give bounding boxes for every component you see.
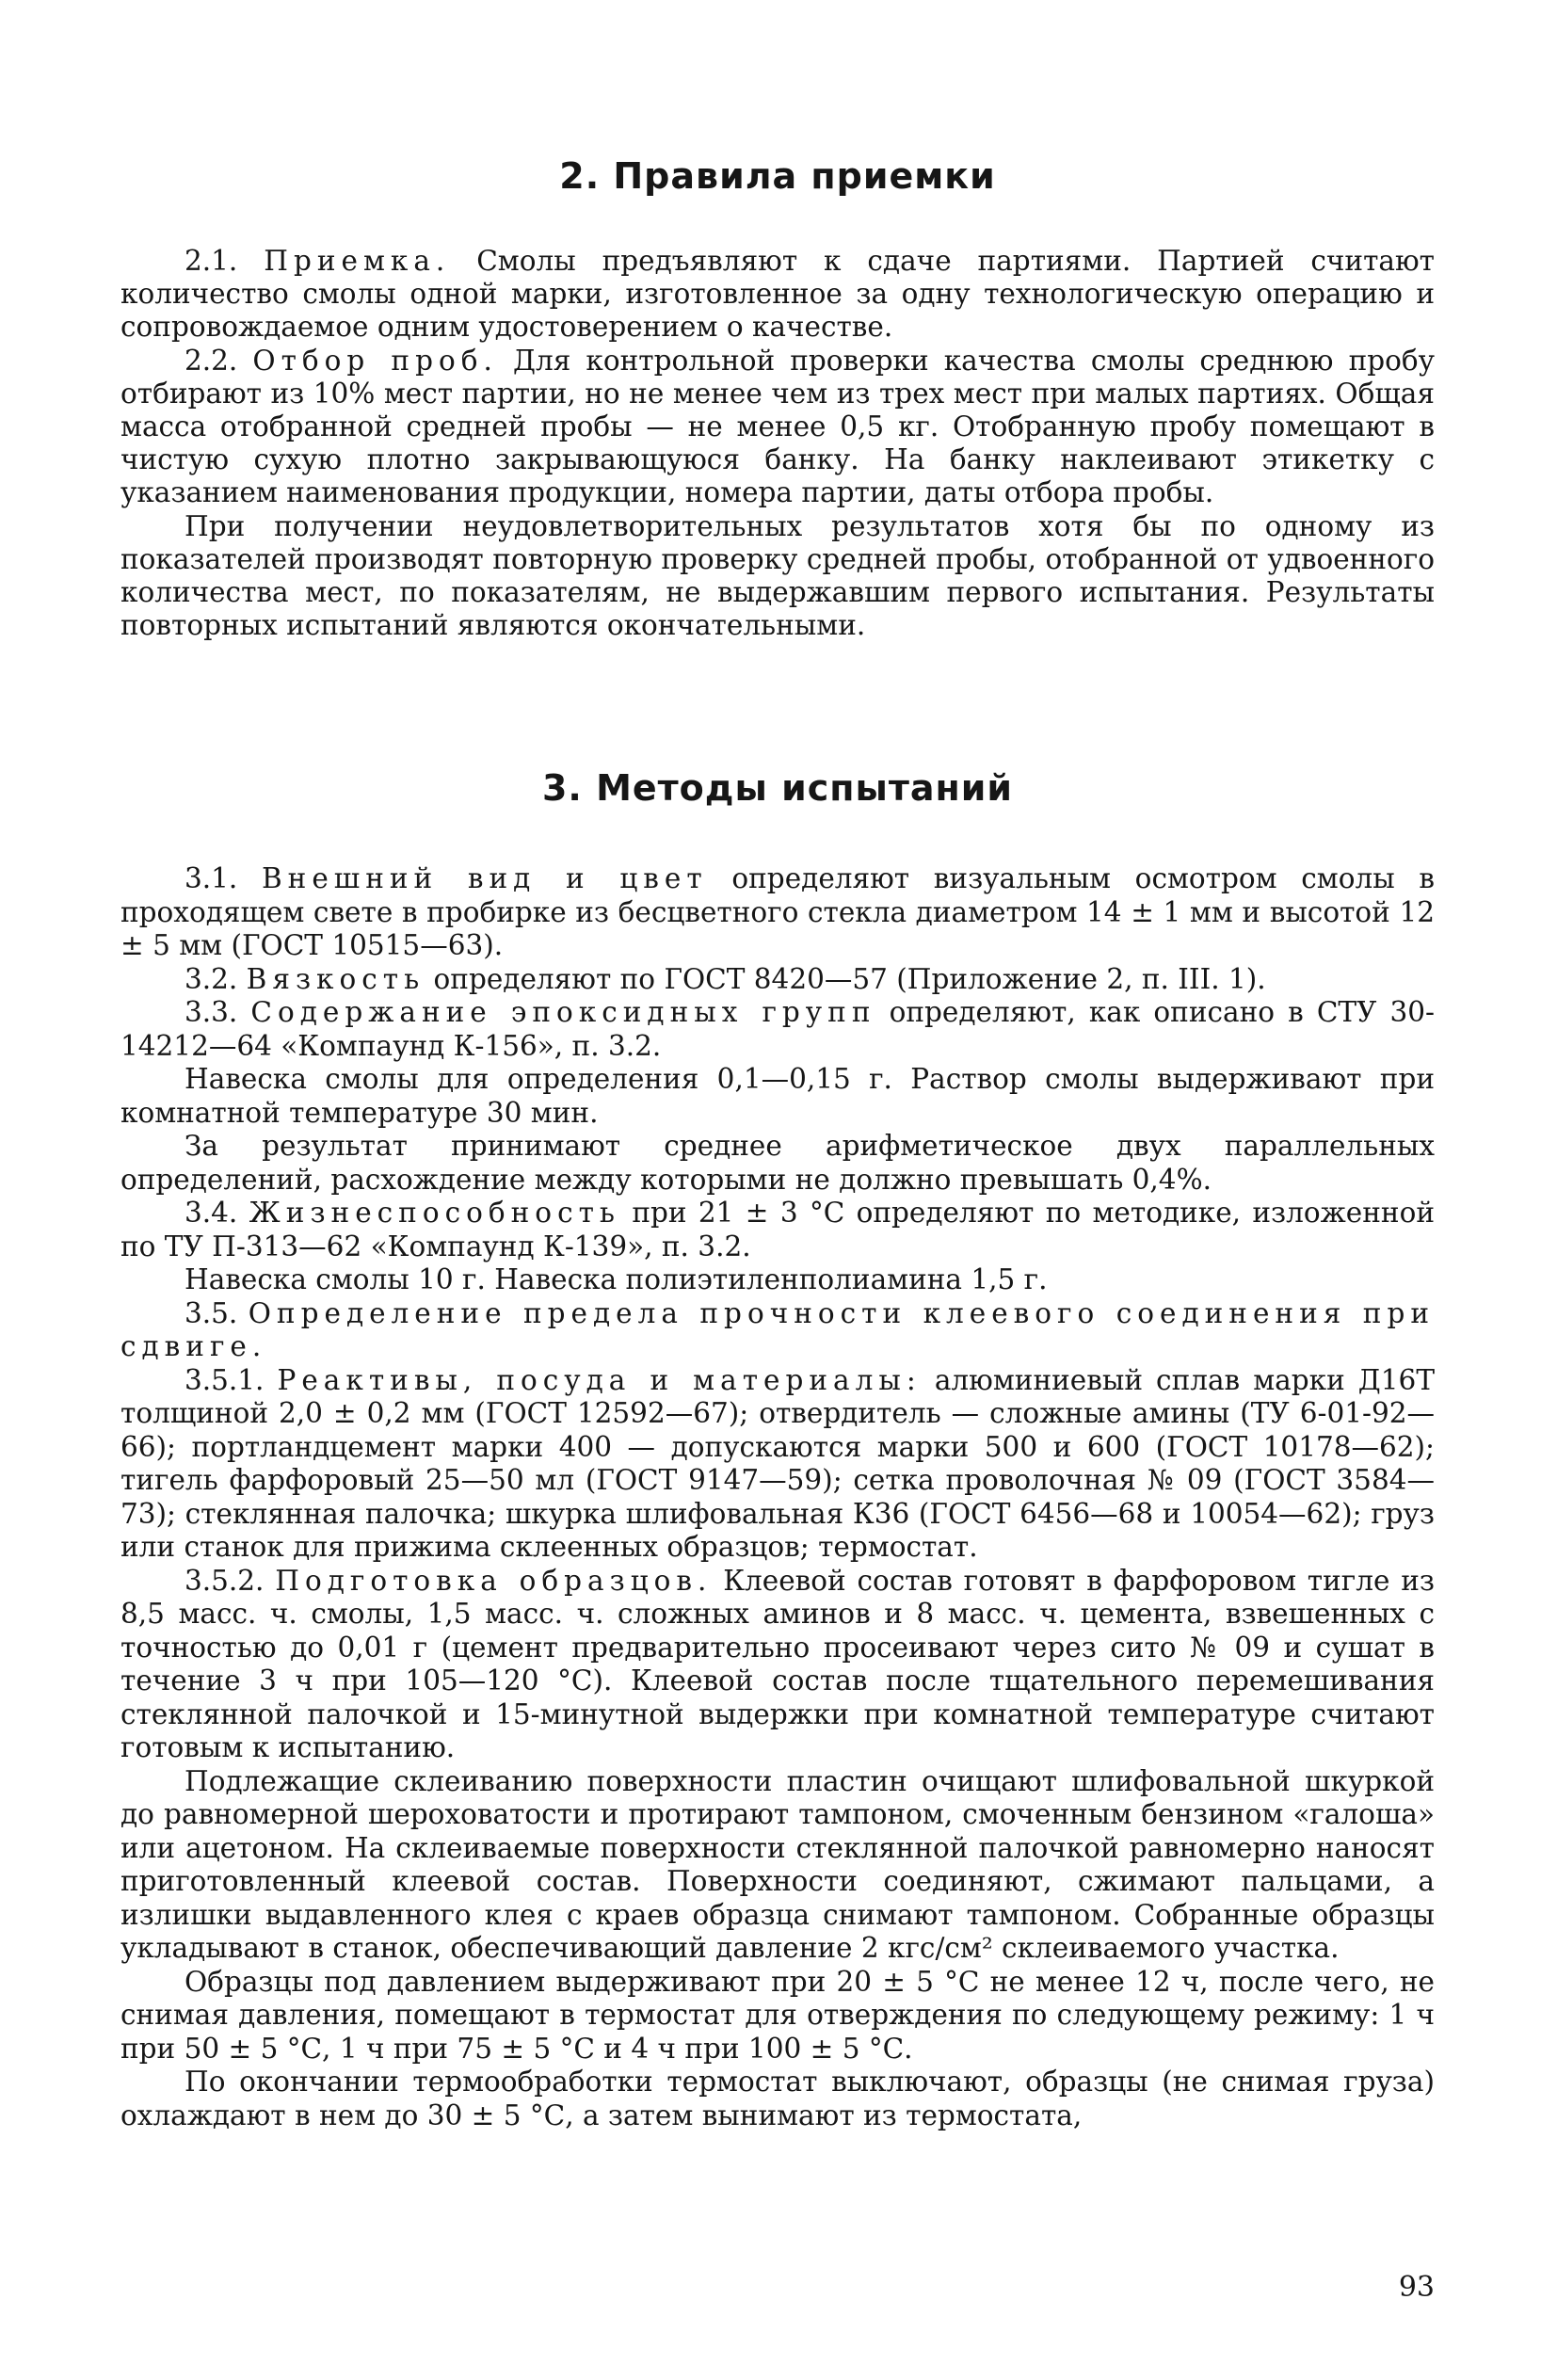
paragraph-3-5 xyxy=(120,1297,1435,1364)
clause-text: Для контрольной проверки качества смолы среднюю пробу отбирают из 10% мест партии, но не менее чем из трех мест при малых партиях. Общая масса отобранной средней пробы — не менее 0,5 кг. Отобранную пробу помещают в чистую сухую плотно закрывающуюся банку. На банку наклеивают этикетку с указанием наименования продукции, номера партии, даты отбора пробы. xyxy=(120,344,1435,509)
clause-term: Отбор проб. xyxy=(252,344,498,377)
paragraph-3-5-1 xyxy=(120,1364,1435,1565)
clause-term: Содержание эпоксидных групп xyxy=(250,996,876,1028)
paragraph-3-1 xyxy=(120,862,1435,963)
clause-text: определяют по ГОСТ 8420—57 (Приложение 2, п. III. 1). xyxy=(425,962,1266,995)
paragraph-2-2-retest: При получении неудовлетворительных результатов хотя бы по одному из показателей производят повторную проверку средней пробы, отобранной от удвоенного количества мест, по показателям, не выдержавшим первого испытания. Результаты повторных испытаний являются окончательными. xyxy=(120,509,1435,642)
clause-text: Клеевой состав готовят в фарфоровом тигле из 8,5 масс. ч. смолы, 1,5 масс. ч. сложных аминов и 8 масс. ч. цемента, взвешенных с точностью до 0,01 г (цемент предварительно просеивают через сито № 09 и сушат в течение 3 ч при 105—120 °С). Клеевой состав после тщательного перемешивания стеклянной палочкой и 15-минутной выдержки при комнатной температуре считают готовым к испытанию. xyxy=(120,1564,1435,1763)
paragraph-3-5-2-cooling: По окончании термообработки термостат выключают, образцы (не снимая груза) охлаждают в нем до 30 ± 5 °С, а затем вынимают из термостата, xyxy=(120,2066,1435,2131)
paragraph-3-2 xyxy=(120,963,1435,997)
section-3-body xyxy=(120,862,1435,2132)
clause-text: определяют, как описано в СТУ 30-14212—64 «Компаунд К-156», п. 3.2. xyxy=(120,996,1436,1062)
paragraph-2-1 xyxy=(120,245,1435,345)
section-acceptance-rules xyxy=(120,143,1435,642)
clause-term: Подготовка образцов. xyxy=(275,1564,713,1597)
paragraph-3-3-sample: Навеска смолы для определения 0,1—0,15 г. Раствор смолы выдерживают при комнатной температуре 30 мин. xyxy=(120,1063,1435,1129)
paragraph-3-3-result: За результат принимают среднее арифметическое двух параллельных определений, расхождение между которыми не должно превышать 0,4%. xyxy=(120,1130,1435,1196)
clause-term: Внешний вид и цвет xyxy=(261,862,708,894)
section-2-heading: 2. Правила приемки xyxy=(559,155,996,197)
paragraph-3-5-2 xyxy=(120,1565,1435,1765)
paragraph-3-4 xyxy=(120,1197,1435,1263)
section-3-heading: 3. Методы испытаний xyxy=(541,767,1014,809)
paragraph-3-5-2-surfaces: Подлежащие склеиванию поверхности пластин очищают шлифовальной шкуркой до равномерной шероховатости и протирают тампоном, смоченным бензином «галоша» или ацетоном. На склеиваемые поверхности стеклянной палочкой равномерно наносят приготовленный клеевой состав. Поверхности соединяют, сжимают пальцами, а излишки выдавленного клея с краев образца снимают тампоном. Собранные образцы укладывают в станок, обеспечивающий давление 2 кгс/см² склеиваемого участка. xyxy=(120,1764,1435,1964)
clause-text: при 21 ± 3 °С определяют по методике, изложенной по ТУ П-313—62 «Компаунд К-139», п. 3.2. xyxy=(120,1197,1435,1262)
clause-term: Жизнеспособность xyxy=(249,1197,620,1229)
section-test-methods xyxy=(120,755,1435,2132)
clause-number: 2.2. xyxy=(185,344,253,377)
clause-text: определяют визуальным осмотром смолы в проходящем свете в пробирке из бесцветного стекла диаметром 14 ± 1 мм и высотой 12 ± 5 мм (ГОСТ 10515—63). xyxy=(120,862,1436,961)
clause-term: Приемка. xyxy=(264,245,451,277)
clause-number: 3.1. xyxy=(185,862,262,894)
clause-number: 3.5.2. xyxy=(185,1564,276,1597)
clause-number: 3.3. xyxy=(185,996,251,1028)
page-number: 93 xyxy=(1398,2271,1435,2304)
clause-number: 3.5. xyxy=(185,1296,249,1329)
paragraph-3-4-sample: Навеска смолы 10 г. Навеска полиэтиленполиамина 1,5 г. xyxy=(185,1263,1048,1295)
clause-number: 3.2. xyxy=(185,962,247,995)
clause-number: 3.4. xyxy=(185,1197,249,1229)
clause-text: Смолы предъявляют к сдаче партиями. Партией считают количество смолы одной марки, изготовленное за одну технологическую операцию и сопровождаемое одним удостоверением о качестве. xyxy=(120,245,1435,344)
clause-text: алюминиевый сплав марки Д16Т толщиной 2,0 ± 0,2 мм (ГОСТ 12592—67); отвердитель — сложные амины (ТУ 6-01-92—66); портландцемент марки 400 — допускаются марки 500 и 600 (ГОСТ 10178—62); тигель фарфоровый 25—50 мл (ГОСТ 9147—59); сетка проволочная № 09 (ГОСТ 3584—73); стеклянная палочка; шкурка шлифовальная К36 (ГОСТ 6456—68 и 10054—62); груз или станок для прижима склеенных образцов; термостат. xyxy=(120,1363,1435,1563)
paragraph-2-2 xyxy=(120,345,1435,510)
clause-term: Определение предела прочности клеевого соединения при сдвиге. xyxy=(120,1296,1435,1362)
paragraph-3-3 xyxy=(120,996,1435,1063)
document-page xyxy=(120,0,1435,2380)
clause-term: Реактивы, посуда и материалы: xyxy=(277,1363,922,1396)
section-2-body xyxy=(120,245,1435,642)
clause-term: Вязкость xyxy=(246,962,425,995)
paragraph-3-5-2-curing: Образцы под давлением выдерживают при 20 ± 5 °С не менее 12 ч, после чего, не снимая давления, помещают в термостат для отверждения по следующему режиму: 1 ч при 50 ± 5 °С, 1 ч при 75 ± 5 °С и 4 ч при 100 ± 5 °С. xyxy=(120,1965,1435,2065)
clause-number: 3.5.1. xyxy=(185,1363,278,1396)
clause-number: 2.1. xyxy=(185,245,265,277)
